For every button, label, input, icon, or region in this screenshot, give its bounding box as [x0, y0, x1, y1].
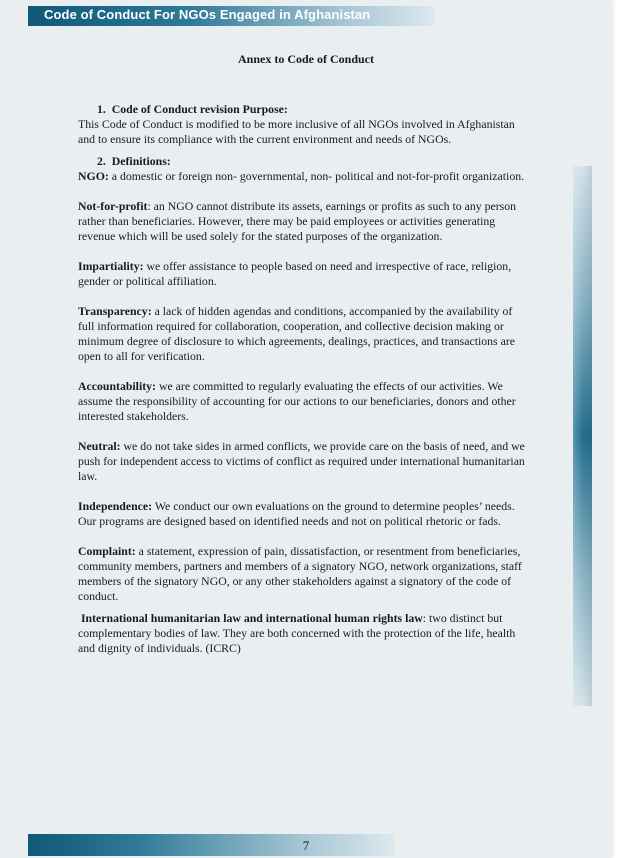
definition-term: NGO:	[78, 169, 109, 183]
definition-term: Neutral:	[78, 439, 121, 453]
definition-term: Independence:	[78, 499, 153, 513]
definition-not-for-profit	[78, 199, 530, 244]
definition-text: we are committed to regularly evaluating the effects of our activities. We assume the responsibility of accounting for our actions to our beneficiaries, donors and other interested stakeholders.	[78, 379, 516, 423]
purpose-paragraph: This Code of Conduct is modified to be more inclusive of all NGOs involved in Afghanistan and to ensure its compliance with the current environment and needs of NGOs.	[78, 117, 515, 146]
annex-title: Annex to Code of Conduct	[237, 52, 374, 66]
definition-text: a statement, expression of pain, dissatisfaction, or resentment from beneficiaries, community members, partners and members of a signatory NGO, network organizations, staff members of the signatory NGO, or any other stakeholders against a signatory of the code of conduct.	[78, 544, 522, 603]
section-heading-purpose: 1. Code of Conduct revision Purpose:	[97, 102, 288, 116]
definition-text: we offer assistance to people based on need and irrespective of race, religion, gender or political affiliation.	[78, 259, 512, 288]
document-body	[78, 102, 530, 656]
definition-term: Not-for-profit	[78, 199, 148, 213]
definition-ihl	[78, 611, 530, 656]
definition-text: : two distinct but complementary bodies of law. They are both concerned with the protection of the life, health and dignity of individuals. (ICRC)	[78, 611, 516, 655]
definition-term: Transparency:	[78, 304, 152, 318]
definition-term: Impartiality:	[78, 259, 144, 273]
definition-text: a domestic or foreign non- governmental, non- political and not-for-profit organization.	[108, 169, 525, 183]
header-title: Code of Conduct For NGOs Engaged in Afghanistan	[44, 7, 371, 22]
definition-accountability	[78, 379, 530, 424]
decorative-side-bar	[573, 166, 592, 706]
definition-impartiality	[78, 259, 530, 289]
definition-ngo	[78, 169, 530, 184]
definition-complaint	[78, 544, 530, 604]
definition-text: : an NGO cannot distribute its assets, earnings or profits as such to any person rather than beneficiaries. However, there may be paid employees or activities generating revenue which will be used solely for the stated purposes of the organization.	[78, 199, 517, 243]
section-heading-definitions: 2. Definitions:	[97, 154, 171, 168]
definition-transparency	[78, 304, 530, 364]
definition-neutral	[78, 439, 530, 484]
footer-bar	[28, 834, 394, 856]
definition-text: We conduct our own evaluations on the ground to determine peoples’ needs. Our programs are designed based on identified needs and not on political rhetoric or fads.	[78, 499, 515, 528]
definition-independence	[78, 499, 530, 529]
definition-text: a lack of hidden agendas and conditions, accompanied by the availability of full information required for collaboration, cooperation, and collective decision making or minimum degree of disclosure to which agreements, dealings, practices, and transactions are open to all for verification.	[78, 304, 515, 363]
definition-term: Complaint:	[78, 544, 136, 558]
definition-text: we do not take sides in armed conflicts, we provide care on the basis of need, and we push for independent access to victims of conflict as required under international humanitarian law.	[78, 439, 525, 483]
definition-term: Accountability:	[78, 379, 156, 393]
definition-term: International humanitarian law and international human rights law	[80, 611, 423, 625]
page-number: 7	[302, 838, 310, 853]
